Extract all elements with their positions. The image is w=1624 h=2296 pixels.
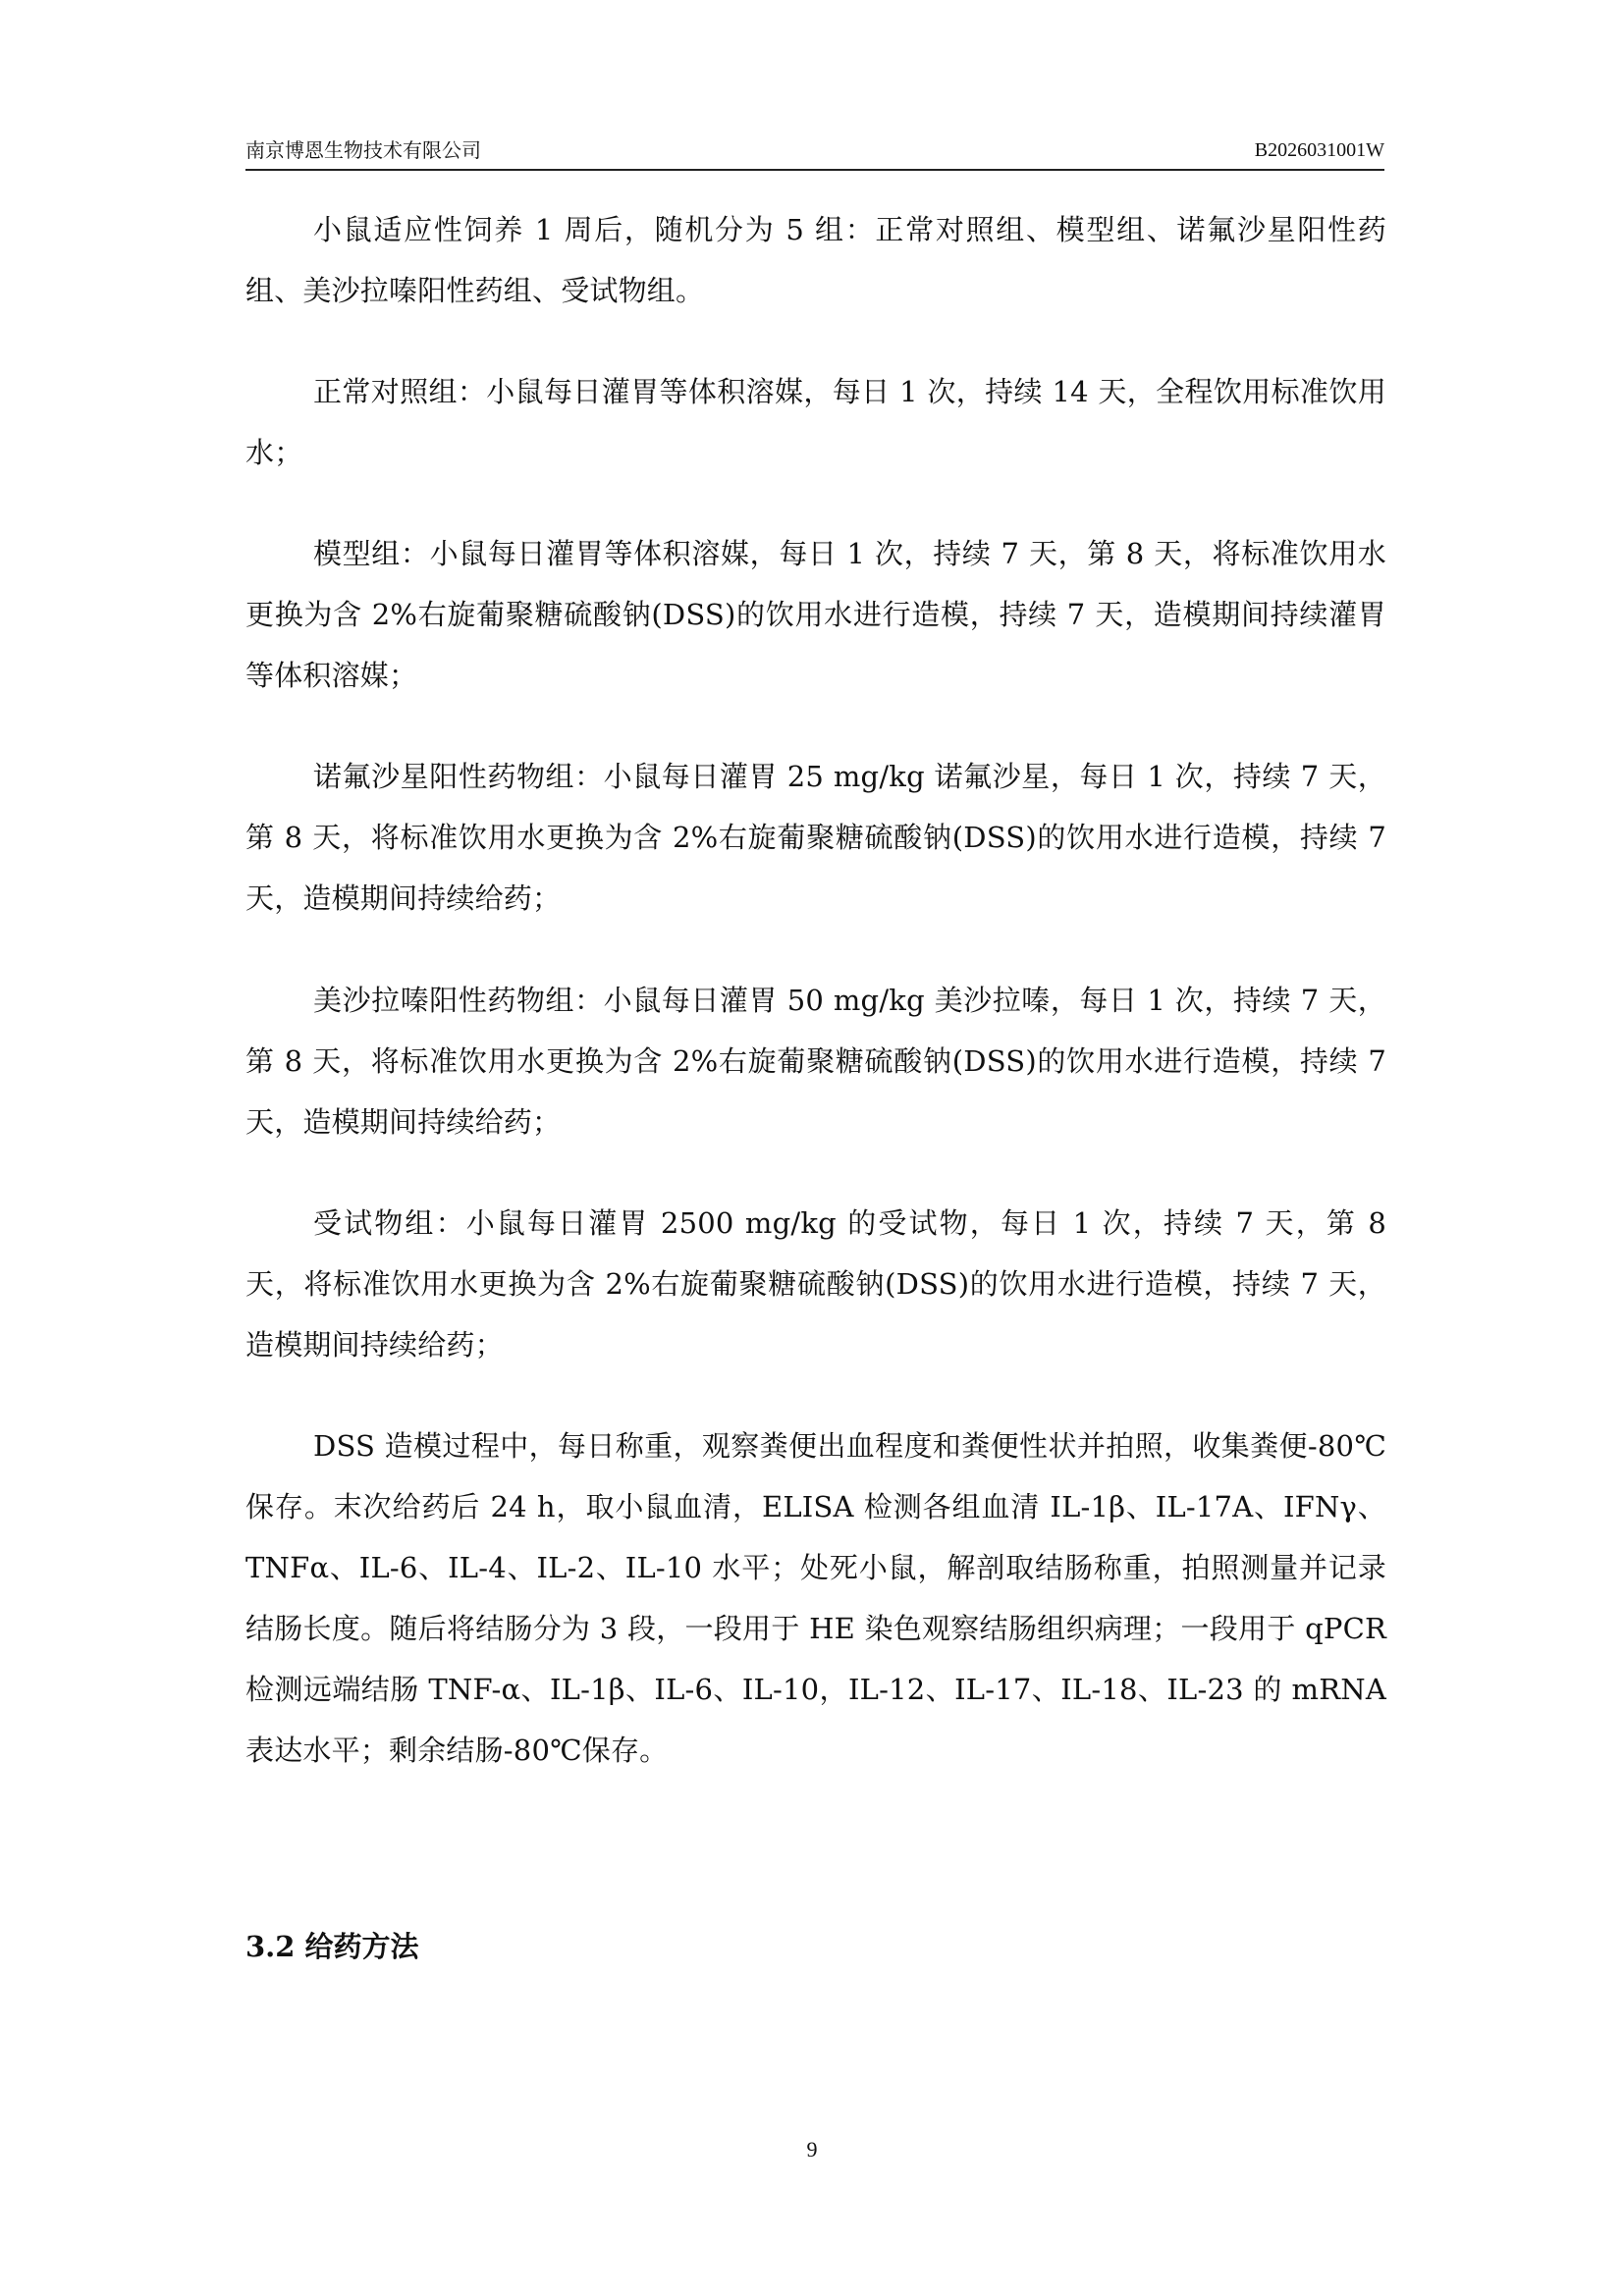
- report-id: B2026031001W: [1254, 139, 1384, 161]
- paragraph-norfloxacin-group: 诺氟沙星阳性药物组：小鼠每日灌胃 25 mg/kg 诺氟沙星，每日 1 次，持续 7 天，第 8 天，将标准饮用水更换为含 2%右旋葡聚糖硫酸钠(DSS)的饮用水进行造模，持续 7 天，造模期间持续给药；: [245, 760, 1386, 915]
- page-number: 9: [806, 2137, 818, 2162]
- company-name: 南京博恩生物技术有限公司: [245, 138, 481, 162]
- paragraph-mesalazine-group: 美沙拉嗪阳性药物组：小鼠每日灌胃 50 mg/kg 美沙拉嗪，每日 1 次，持续 7 天，第 8 天，将标准饮用水更换为含 2%右旋葡聚糖硫酸钠(DSS)的饮用水进行造模，持续 7 天，造模期间持续给药；: [245, 984, 1386, 1139]
- paragraph-test-substance-group: 受试物组：小鼠每日灌胃 2500 mg/kg 的受试物，每日 1 次，持续 7 天，第 8 天，将标准饮用水更换为含 2%右旋葡聚糖硫酸钠(DSS)的饮用水进行造模，持续 7 天，造模期间持续给药；: [245, 1206, 1387, 1362]
- paragraph-normal-control: 正常对照组：小鼠每日灌胃等体积溶媒，每日 1 次，持续 14 天，全程饮用标准饮用水；: [245, 375, 1386, 469]
- paragraph-grouping: 小鼠适应性饲养 1 周后，随机分为 5 组：正常对照组、模型组、诺氟沙星阳性药组、美沙拉嗪阳性药组、受试物组。: [245, 213, 1386, 307]
- page-header: [245, 135, 1384, 165]
- paragraph-model-group: 模型组：小鼠每日灌胃等体积溶媒，每日 1 次，持续 7 天，第 8 天，将标准饮用水更换为含 2%右旋葡聚糖硫酸钠(DSS)的饮用水进行造模，持续 7 天，造模期间持续灌胃等体积溶媒；: [245, 537, 1387, 692]
- paragraph-dss-procedure: DSS 造模过程中，每日称重，观察粪便出血程度和粪便性状并拍照，收集粪便-80℃保存。末次给药后 24 h，取小鼠血清，ELISA 检测各组血清 IL-1β、IL-17A、IFNγ、TNFα、IL-6、IL-4、IL-2、IL-10 水平；处死小鼠，解剖取结肠称重，拍照测量并记录结肠长度。随后将结肠分为 3 段，一段用于 HE 染色观察结肠组织病理；一段用于 qPCR 检测远端结肠 TNF-α、IL-1β、IL-6、IL-10，IL-12、IL-17、IL-18、IL-23 的 mRNA 表达水平；剩余结肠-80℃保存。: [245, 1429, 1386, 1767]
- section-heading: 3.2 给药方法: [245, 1930, 419, 1963]
- header-divider: [245, 169, 1384, 171]
